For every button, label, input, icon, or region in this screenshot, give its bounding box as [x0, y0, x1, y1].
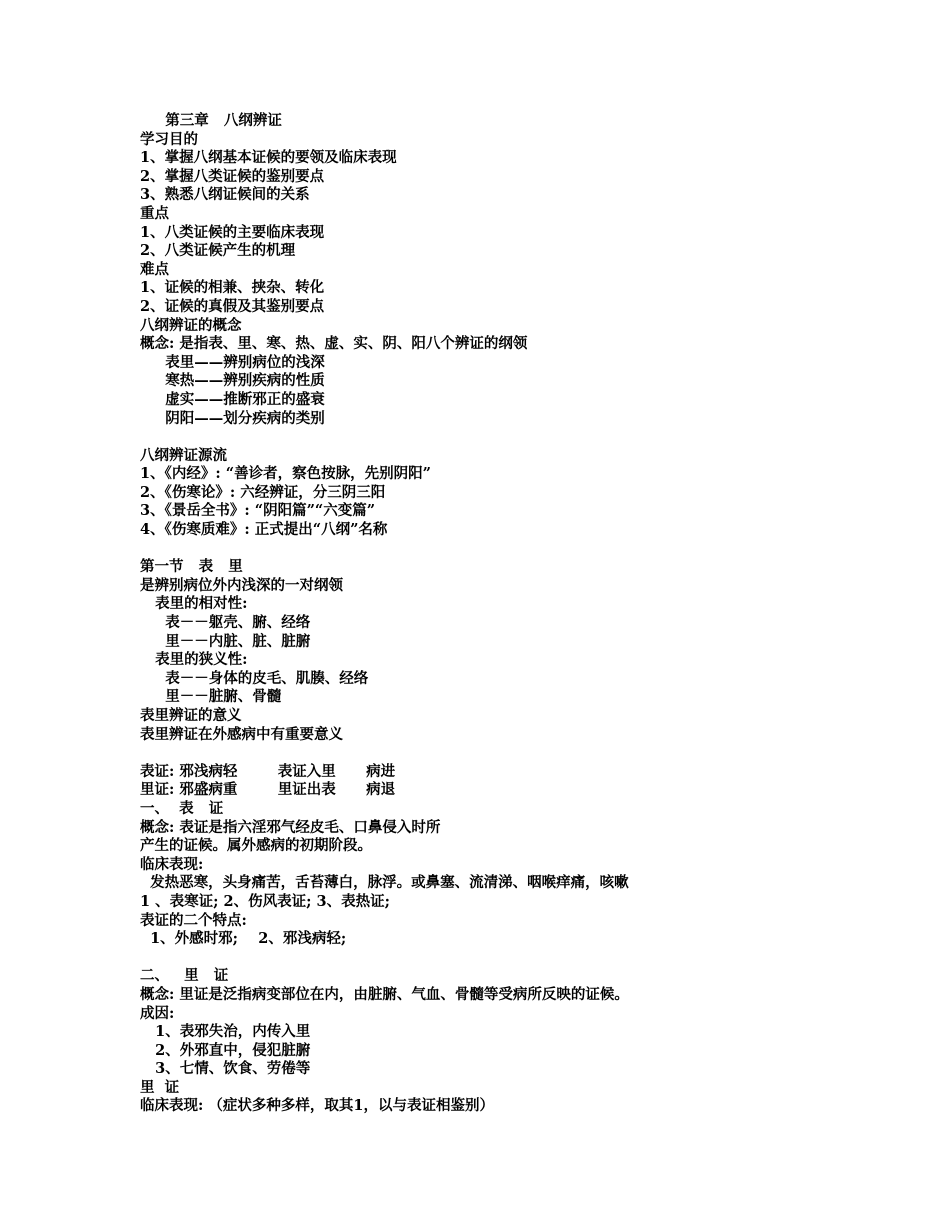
text-line: 2、掌握八类证候的鉴别要点 — [140, 167, 325, 185]
text-line: 临床表现: — [140, 855, 204, 873]
text-line: 概念: 表证是指六淫邪气经皮毛、口鼻侵入时所 — [140, 818, 441, 836]
text-line: 2、八类证候产生的机理 — [140, 242, 296, 260]
text-line: 表里辨证的意义 — [140, 707, 242, 724]
text-line: 4、《伤寒质难》: 正式提出“八纲”名称 — [140, 521, 388, 539]
text-line: 1、外感时邪; 2、邪浅病轻; — [140, 930, 347, 948]
text-line: 里证: 邪盛病重 里证出表 病退 — [140, 781, 396, 799]
document-page — [140, 112, 920, 1116]
text-line: 虚实——推断邪正的盛衰 — [140, 390, 325, 408]
text-line: 二、 里 证 — [140, 967, 229, 985]
text-line: 3、熟悉八纲证候间的关系 — [140, 186, 310, 204]
text-line: 发热恶寒，头身痛苦，舌苔薄白，脉浮。或鼻塞、流清涕、咽喉痒痛，咳嗽 — [140, 874, 629, 892]
text-line: 重点 — [140, 204, 169, 222]
text-line: 概念: 是指表、里、寒、热、虚、实、阴、阳八个辨证的纲领 — [140, 335, 528, 353]
text-line: 表证的二个特点: — [140, 911, 247, 929]
text-line: 寒热——辨别疾病的性质 — [140, 372, 325, 390]
blank-line — [140, 428, 920, 447]
text-line: 第一节 表 里 — [140, 558, 243, 576]
text-line: 是辨别病位外内浅深的一对纲领 — [140, 576, 343, 594]
text-line: 里 证 — [140, 1078, 180, 1096]
text-line: 表－－身体的皮毛、肌腠、经络 — [140, 669, 369, 687]
text-line: 概念: 里证是泛指病变部位在内，由脏腑、气血、骨髓等受病所反映的证候。 — [140, 985, 629, 1003]
blank-line — [140, 949, 920, 968]
text-line: 表里的狭义性: — [140, 651, 248, 669]
blank-line — [140, 744, 920, 763]
text-line: 里－－脏腑、骨髓 — [140, 688, 282, 706]
text-line: 3、《景岳全书》: “阴阳篇”“六变篇” — [140, 502, 376, 520]
text-line: 3、七情、饮食、劳倦等 — [140, 1060, 311, 1078]
text-line: 1、证候的相兼、挟杂、转化 — [140, 279, 325, 297]
blank-line — [140, 540, 920, 559]
text-line: 1、《内经》: “善诊者，察色按脉，先别阴阳” — [140, 465, 431, 483]
text-line: 1 、表寒证; 2、伤风表证; 3、表热证; — [140, 892, 390, 910]
text-line: 学习目的 — [140, 130, 198, 148]
text-line: 难点 — [140, 260, 169, 278]
text-line: 1、八类证候的主要临床表现 — [140, 223, 325, 241]
text-line: 1、掌握八纲基本证候的要领及临床表现 — [140, 149, 397, 167]
text-line: 2、证候的真假及其鉴别要点 — [140, 297, 325, 315]
text-line: 产生的证候。属外感病的初期阶段。 — [140, 837, 372, 855]
text-line: 表里辨证在外感病中有重要意义 — [140, 725, 343, 743]
text-line: 里－－内脏、脏、脏腑 — [140, 632, 311, 650]
text-line: 表－－躯壳、腑、经络 — [140, 614, 311, 632]
text-line: 2、《伤寒论》: 六经辨证，分三阴三阳 — [140, 483, 386, 501]
text-line: 表里——辨别病位的浅深 — [140, 353, 325, 371]
text-line: 临床表现: （症状多种多样，取其1，以与表证相鉴别） — [140, 1097, 494, 1115]
text-line: 八纲辨证源流 — [140, 446, 227, 464]
text-line: 表证: 邪浅病轻 表证入里 病进 — [140, 762, 396, 780]
text-line: 1、表邪失治，内传入里 — [140, 1023, 311, 1041]
text-line: 一、 表 证 — [140, 799, 224, 817]
text-line: 成因: — [140, 1004, 175, 1022]
text-line: 阴阳——划分疾病的类别 — [140, 409, 325, 427]
text-line: 2、外邪直中，侵犯脏腑 — [140, 1041, 311, 1059]
text-line: 八纲辨证的概念 — [140, 316, 242, 334]
text-line: 表里的相对性: — [140, 595, 248, 613]
text-line: 第三章 八纲辨证 — [140, 112, 282, 129]
